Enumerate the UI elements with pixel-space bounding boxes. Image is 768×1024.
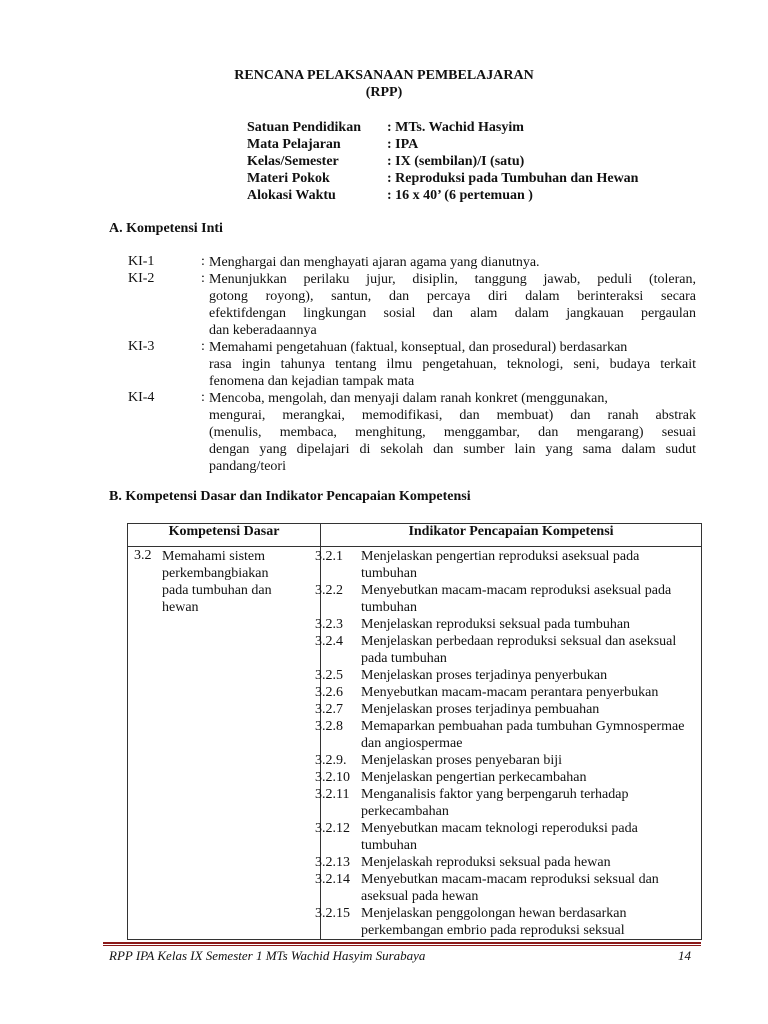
footer-rule [103, 942, 701, 944]
document-title: RENCANA PELAKSANAAN PEMBELAJARAN [234, 68, 534, 83]
indicator-code: 3.2.14 [315, 872, 350, 887]
ki-line: gotong royong), santun, dan percaya diri dalam berinteraksi secara [209, 289, 696, 304]
identity-row [247, 120, 524, 137]
indicator-item [315, 582, 695, 616]
ki-line: fenomena dan kejadian tampak mata [209, 374, 415, 389]
indicator-text: Menyebutkan macam-macam reproduksi aseksual pada tumbuhan [361, 583, 672, 615]
indicator-cell [315, 547, 702, 940]
indicator-text: Menjelaskan penggolongan hewan berdasarkan perkembangan embrio pada reproduksi seksual [361, 906, 627, 938]
ki-line: dengan yang dipelajari di sekolah dan sumber lain yang sama dalam sudut [209, 442, 696, 457]
indicator-item [315, 684, 695, 701]
ki-line: pandang/teori [209, 459, 286, 474]
column-header: Kompetensi Dasar [128, 524, 321, 547]
indicator-code: 3.2.4 [315, 634, 343, 649]
indicator-item [315, 820, 695, 854]
indicator-code: 3.2.8 [315, 719, 343, 734]
page-number: 14 [678, 948, 691, 963]
indicator-item [315, 667, 695, 684]
indicator-item [315, 871, 695, 905]
indicator-item [315, 905, 695, 939]
ki-text [209, 271, 696, 339]
indicator-code: 3.2.6 [315, 685, 343, 700]
indicator-item [315, 718, 695, 752]
identity-row [247, 154, 524, 171]
indicator-text: Menyebutkan macam teknologi reperoduksi pada tumbuhan [361, 821, 638, 853]
indicator-code: 3.2.13 [315, 855, 350, 870]
ki-line: mengurai, merangkai, memodifikasi, dan membuat) dan ranah abstrak [209, 408, 696, 423]
indicator-text: Menjelaskan proses terjadinya penyerbukan [361, 668, 608, 683]
footer-rule-thin [103, 945, 701, 946]
identity-label: Satuan Pendidikan [247, 120, 361, 135]
indicator-text: Menyebutkan macam-macam perantara penyerbukan [361, 685, 659, 700]
indicator-item [315, 548, 695, 582]
ki-line: Menghargai dan menghayati ajaran agama yang dianutnya. [209, 255, 540, 270]
indicator-code: 3.2.9. [315, 753, 347, 768]
indicator-item [315, 769, 695, 786]
identity-value: : IX (sembilan)/I (satu) [387, 154, 525, 169]
indicator-code: 3.2.2 [315, 583, 343, 598]
ki-line: rasa ingin tahunya tentang ilmu pengetahuan, teknologi, seni, budaya terkait [209, 357, 696, 372]
kd-line: hewan [162, 600, 199, 615]
ki-colon: : [201, 390, 205, 405]
column-header: Indikator Pencapaian Kompetensi [321, 524, 702, 547]
ki-label: KI-3 [128, 339, 155, 354]
ki-line: dan keberadaannya [209, 323, 317, 338]
ki-line: Mencoba, mengolah, dan menyaji dalam ranah konkret (menggunakan, [209, 391, 608, 406]
indicator-text: Memaparkan pembuahan pada tumbuhan Gymnospermae dan angiospermae [361, 719, 685, 751]
identity-row [247, 188, 533, 205]
ki-colon: : [201, 271, 205, 286]
indicator-text: Menjelaskan perbedaan reproduksi seksual dan aseksual pada tumbuhan [361, 634, 677, 666]
ki-line: efektifdengan lingkungan sosial dan alam dalam jangkauan pergaulan [209, 306, 696, 321]
indicator-code: 3.2.10 [315, 770, 350, 785]
indicator-text: Menjelaskan pengertian perkecambahan [361, 770, 587, 785]
indicator-code: 3.2.3 [315, 617, 343, 632]
indicator-code: 3.2.11 [315, 787, 350, 802]
indicator-code: 3.2.7 [315, 702, 343, 717]
indicator-code: 3.2.5 [315, 668, 343, 683]
ki-colon: : [201, 254, 205, 269]
table-row [128, 547, 702, 940]
indicator-text: Menjelaskan proses terjadinya pembuahan [361, 702, 600, 717]
identity-label: Kelas/Semester [247, 154, 339, 169]
identity-label: Alokasi Waktu [247, 188, 336, 203]
indicator-text: Menjelaskan reproduksi seksual pada tumbuhan [361, 617, 631, 632]
indicator-text: Menyebutkan macam-macam reproduksi seksual dan aseksual pada hewan [361, 872, 659, 904]
competency-table [127, 523, 702, 940]
ki-line: Memahami pengetahuan (faktual, konseptual, dan prosedural) berdasarkan [209, 340, 628, 355]
kd-number: 3.2 [134, 548, 152, 563]
ki-colon: : [201, 339, 205, 354]
identity-label: Materi Pokok [247, 171, 330, 186]
ki-label: KI-2 [128, 271, 155, 286]
footer-caption: RPP IPA Kelas IX Semester 1 MTs Wachid Hasyim Surabaya [109, 948, 426, 963]
document-subtitle: (RPP) [365, 85, 403, 100]
table-header-row [128, 524, 702, 547]
ki-label: KI-1 [128, 254, 155, 269]
identity-row [247, 137, 418, 154]
kd-line: Memahami sistem [162, 549, 266, 564]
indicator-text: Menjelaskan proses penyebaran biji [361, 753, 562, 768]
identity-label: Mata Pelajaran [247, 137, 341, 152]
indicator-item [315, 786, 695, 820]
identity-row [247, 171, 638, 188]
identity-value: : Reproduksi pada Tumbuhan dan Hewan [387, 171, 639, 186]
indicator-list [315, 548, 695, 939]
indicator-text: Menganalisis faktor yang berpengaruh terhadap perkecambahan [361, 787, 629, 819]
indicator-item [315, 701, 695, 718]
indicator-item [315, 633, 695, 667]
indicator-text: Menjelaskan pengertian reproduksi aseksual pada tumbuhan [361, 549, 640, 581]
kd-cell [128, 547, 321, 940]
kd-line: pada tumbuhan dan [162, 583, 272, 598]
ki-line: Menunjukkan perilaku jujur, disiplin, tanggung jawab, peduli (toleran, [209, 272, 696, 287]
ki-text [209, 339, 696, 390]
section-a-heading: A. Kompetensi Inti [109, 221, 223, 236]
section-b-heading: B. Kompetensi Dasar dan Indikator Pencapaian Kompetensi [109, 489, 471, 504]
ki-text [209, 254, 696, 271]
identity-value: : 16 x 40’ (6 pertemuan ) [387, 188, 533, 203]
indicator-code: 3.2.1 [315, 549, 343, 564]
indicator-item [315, 752, 695, 769]
ki-line: (menulis, membaca, menghitung, menggambar, dan mengarang) sesuai [209, 425, 696, 440]
indicator-item [315, 854, 695, 871]
identity-value: : MTs. Wachid Hasyim [387, 120, 524, 135]
kd-line: perkembangbiakan [162, 566, 269, 581]
indicator-item [315, 616, 695, 633]
kd-text [162, 548, 292, 616]
indicator-code: 3.2.15 [315, 906, 350, 921]
identity-value: : IPA [387, 137, 419, 152]
ki-text [209, 390, 696, 475]
indicator-text: Menjelaskah reproduksi seksual pada hewan [361, 855, 611, 870]
ki-label: KI-4 [128, 390, 155, 405]
indicator-code: 3.2.12 [315, 821, 350, 836]
